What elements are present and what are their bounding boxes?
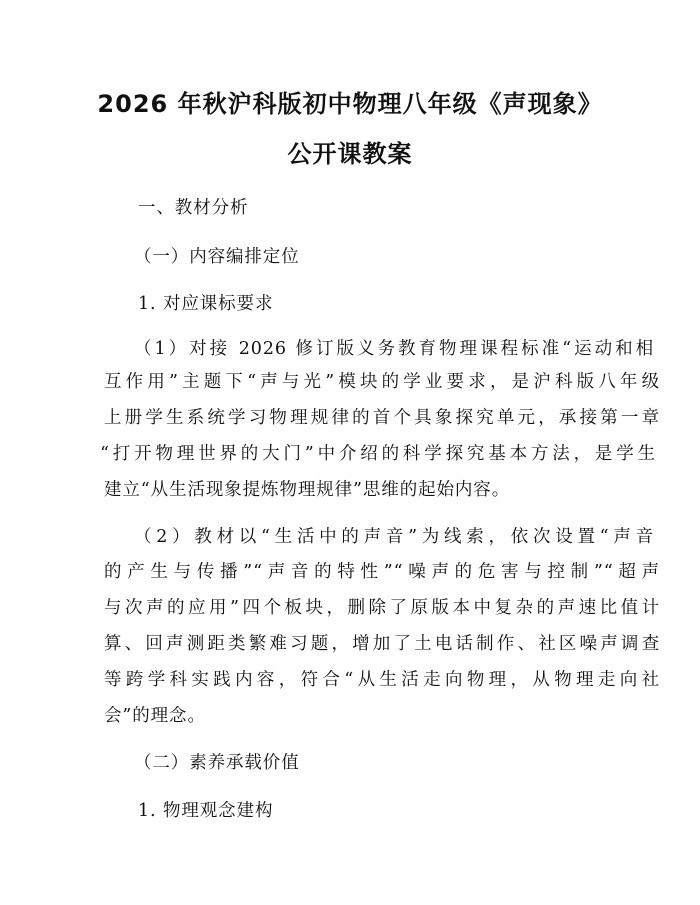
paragraph-1-line-4: “打开物理世界的大门”中介绍的科学探究基本方法，是学生 — [100, 444, 656, 464]
paragraph-2-line-2: 的产生与传播”“声音的特性”“噪声的危害与控制”“超声 — [104, 562, 660, 582]
section-heading-teaching-material-analysis: 一、教材分析 — [138, 198, 249, 218]
paragraph-2-line-3: 与次声的应用”四个板块，删除了原版本中复杂的声速比值计 — [104, 598, 660, 618]
item-heading-curriculum-requirements: 1. 对应课标要求 — [138, 294, 274, 314]
paragraph-1-line-3: 上册学生系统学习物理规律的首个具象探究单元，承接第一章 — [104, 408, 660, 428]
paragraph-2-line-6: 会”的理念。 — [104, 706, 206, 726]
document-title-line-1: 2026 年秋沪科版初中物理八年级《声现象》 — [97, 90, 603, 118]
subsection-heading-literacy-value: （二）素养承载价值 — [134, 753, 300, 773]
paragraph-2-line-5: 等跨学科实践内容，符合“从生活走向物理，从物理走向社 — [104, 670, 660, 690]
subsection-heading-content-positioning: （一）内容编排定位 — [134, 247, 300, 267]
document-title-line-2: 公开课教案 — [287, 140, 413, 168]
paragraph-1-line-2: 互作用”主题下“声与光”模块的学业要求，是沪科版八年级 — [104, 372, 660, 392]
paragraph-1-line-1: （1）对接 2026 修订版义务教育物理课程标准“运动和相 — [134, 339, 654, 359]
item-heading-physics-concepts: 1. 物理观念建构 — [138, 801, 274, 821]
paragraph-1-line-5: 建立“从生活现象提炼物理规律”思维的起始内容。 — [104, 480, 511, 500]
paragraph-2-line-1: （2）教材以“生活中的声音”为线索，依次设置“声音 — [134, 527, 654, 547]
paragraph-2-line-4: 算、回声测距类繁难习题，增加了土电话制作、社区噪声调查 — [104, 634, 660, 654]
